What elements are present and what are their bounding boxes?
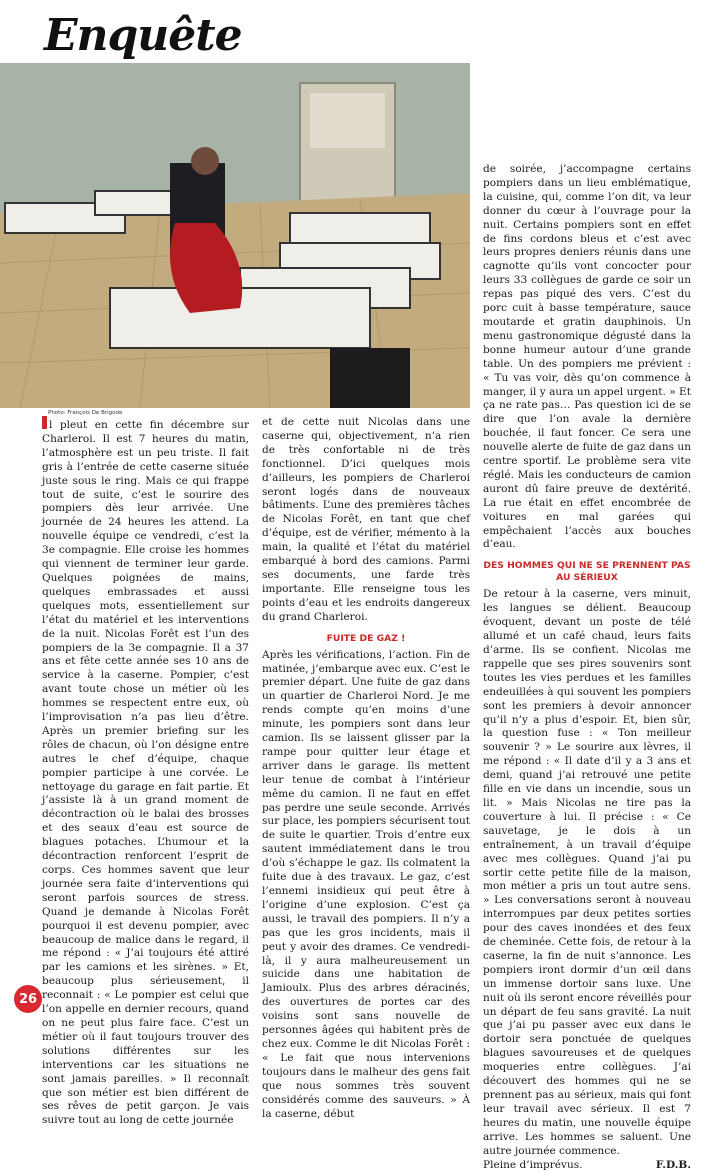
closing-text: Pleine d’imprévus. xyxy=(483,1158,583,1171)
rubric-title: Enquête xyxy=(44,10,242,61)
paragraph: et de cette nuit Nicolas dans une caserne qui, objectivement, n’a rien de très confortable ni de très fonctionnel. D’ici quelques mois d’ailleurs, les pompiers de Charleroi seront logés dans de nouveaux bâtiments. L’une des premières tâches de Nicolas Forêt, en tant que chef d’équipe, est de vérifier, mémento à la main, la qualité et l’état du matériel embarqué à bord des camions. Parmi ses documents, une farde très importante. Elle renseigne tous les points d’eau et les endroits dangereux du grand Charleroi. xyxy=(262,416,470,623)
paragraph: de soirée, j’accompagne certains pompiers dans un lieu emblématique, la cuisine, qui, comme l’on dit, va leur donner du cœur à l’ouvrage pour la nuit. Certains pompiers sont en effet de fins cordons bleus et c’est avec leurs propres deniers réunis dans une cagnotte qu’ils vont concocter pour leurs 33 collègues de garde ce soir un repas pas piqué des vers. C’est du porc cuit à basse température, sauce moutarde et gratin dauphinois. Un menu gastronomique dégusté dans la bonne humeur autour d’une grande table. Un des pompiers me prévient : « Tu vas voir, dès qu’on commence à manger, il y aura un appel urgent. » Et ça ne rate pas… Pas question ici de se dire que l’on avale la dernière bouchée, il faut foncer. Ce sera une nouvelle alerte de fuite de gaz dans un centre sportif. Le problème sera vite réglé. Mais les conducteurs de camion auront dû faire preuve de dextérité. La rue était en effet encombrée de voitures en mal garées qui empêchaient l’accès aux bouches d’eau. xyxy=(483,163,691,551)
article-column-3 xyxy=(483,163,691,1172)
paragraph: De retour à la caserne, vers minuit, les langues se délient. Beaucoup évoquent, devant un poste de télé allumé et un café chaud, leurs faits d’arme. Ils se confient. Nicolas me rappelle que ses pires souvenirs sont toutes les vies perdues et les familles endeuillées à qui souvent les pompiers sont les premiers à devoir annoncer qu’il n’y a plus d’espoir. Et, bien sûr, la question fuse : « Ton meilleur souvenir ? » Le sourire aux lèvres, il me répond : « Il date d’il y a 3 ans et demi, quand j’ai retrouvé une petite fille en vie dans un incendie, sous un lit. » Mais Nicolas ne tire pas la couverture à lui. Il précise : « Ce sauvetage, je le dois à un entraînement, à un travail d’équipe avec mes collègues. Quand j’ai pu sortir cette petite fille de la maison, mon métier a pris un tout autre sens. » Les conversations seront à nouveau interrompues par deux petites sorties pour des caves inondées et des feux de cheminée. Cette fois, de retour à la caserne, la fin de nuit s’annonce. Les pompiers iront dormir d’un œil dans un immense dortoir sans luxe. Une nuit où ils seront encore réveillés pour un départ de feu sans gravité. La nuit que j’ai pu passer avec eux dans le dortoir sera ponctuée de quelques blagues savoureuses et de quelques moqueries entre collègues. J’ai découvert des hommes qui ne se prennent pas au sérieux, mais qui font leur travail avec sérieux. Il est 7 heures du matin, une nouvelle équipe arrive. Les hommes se saluent. Une autre journée commence. xyxy=(483,588,691,1157)
paragraph: Après les vérifications, l’action. Fin de matinée, j’embarque avec eux. C’est le premier départ. Une fuite de gaz dans un quartier de Charleroi Nord. Je me rends compte qu’en moins d’une minute, les pompiers sont dans leur camion. Ils se laissent glisser par la rampe pour quitter leur étage et arriver dans le garage. Ils mettent leur tenue de combat à l’intérieur même du camion. Il ne faut en effet pas perdre une seule seconde. Arrivés sur place, les pompiers sécurisent tout de suite le quartier. Trois d’entre eux sautent immédiatement dans le trou d’où s’échappe le gaz. Ils colmatent la fuite due à des travaux. Le gaz, c’est l’ennemi insidieux qui peut être à l’origine d’une explosion. C’est ça aussi, le travail des pompiers. Il n’y a pas que les gros incidents, mais il peut y avoir des drames. Ce vendredi-là, il y aura malheureusement un suicide dans une habitation de Jamioulx. Plus des arbres déracinés, des ouvertures de portes car des voisins sont sans nouvelle de personnes âgées qui habitent près de chez eux. Comme le dit Nicolas Forêt : « Le fait que nous intervenions toujours dans le malheur des gens fait que nous sommes très souvent considérés comme des sauveurs. » À la caserne, début xyxy=(262,648,470,1120)
paragraph: l pleut en cette fin décembre sur Charleroi. Il est 7 heures du matin, l’atmosphère est un peu triste. Il fait gris à l’entrée de cette caserne située juste sous le ring. Mais ce qui frappe tout de suite, c’est le sourire des pompiers dès leur arrivée. Une journée de 24 heures les attend. La nouvelle équipe ce vendredi, c’est la 3e compagnie. Elle croise les hommes qui viennent de terminer leur garde. Quelques poignées de mains, quelques embrassades et aussi quelques mots, essentiellement sur l’état du matériel et les interventions de la nuit. Nicolas Forêt est l’un des pompiers de la 3e compagnie. Il a 37 ans et fête cette année ses 10 ans de service à la caserne. Pompier, c’est avant toute chose un métier où les hommes se respectent entre eux, où l’improvisation n’a pas lieu d’être. Après un premier briefing sur les rôles de chacun, où l’on désigne entre autres le chef d’équipe, chaque pompier participe à une corvée. Le nettoyage du garage en fait partie. Et j’assiste là à un grand moment de décontraction où le balai des brosses et des seaux d’eau est source de blagues potaches. L’humour et la décontraction renforcent l’esprit de corps. Ces hommes savent que leur journée sera faite d’interventions qui seront parfois sources de stress. Quand je demande à Nicolas Forêt pourquoi il est devenu pompier, avec beaucoup de malice dans le regard, il me répond : « J’ai toujours été attiré par les camions et les sirènes. » Et, beaucoup plus sérieusement, il reconnait : « Le pompier est celui que l’on appelle en dernier recours, quand on ne peut plus faire face. C’est un métier où il faut toujours trouver des solutions différentes sur les interventions car les situations ne sont jamais pareilles. » Il reconnaît que son métier est bien différent de ses rêves de petit garçon. Je vais suivre tout au long de cette journée xyxy=(42,419,249,1127)
author-signature: F.D.B. xyxy=(655,1158,691,1171)
page-number: 26 xyxy=(14,985,42,1013)
dropcap-bar xyxy=(42,416,47,429)
section-heading: DES HOMMES QUI NE SE PRENNENT PAS AU SÉRIEUX xyxy=(483,560,691,584)
photo-credit: Photo: François De Brigode xyxy=(48,410,123,416)
dormitory-photo xyxy=(0,63,470,408)
article-column-1 xyxy=(42,416,249,1128)
article-column-2 xyxy=(262,416,470,1121)
closing-line xyxy=(483,1159,691,1172)
section-heading: FUITE DE GAZ ! xyxy=(326,632,406,644)
